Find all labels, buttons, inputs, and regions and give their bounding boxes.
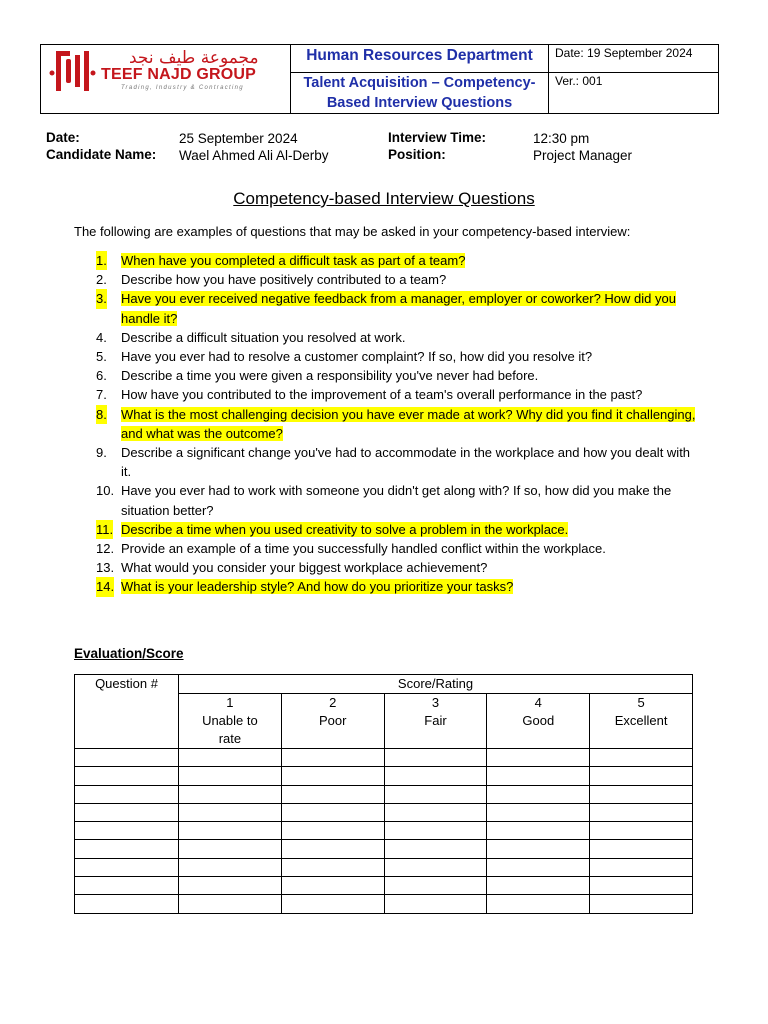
logo-english-text: TEEF NAJD GROUP [101, 66, 257, 83]
evaluation-heading: Evaluation/Score [74, 646, 184, 661]
question-number: 8. [96, 405, 107, 424]
question-text: Provide an example of a time you successfully handled conflict within the workplace. [121, 541, 606, 557]
score-cell[interactable] [590, 895, 693, 913]
score-cell[interactable] [487, 767, 590, 785]
question-number-cell[interactable] [75, 803, 179, 821]
document-subject [291, 73, 549, 114]
score-cell[interactable] [590, 858, 693, 876]
score-cell[interactable] [179, 840, 282, 858]
interview-time-label: Interview Time: [388, 130, 487, 145]
question-number: 10. [96, 483, 115, 499]
question-text: Have you ever received negative feedback from a manager, employer or coworker? How did you handle it? [121, 291, 676, 326]
score-cell[interactable] [590, 877, 693, 895]
rating-label: Good [522, 713, 555, 728]
score-cell[interactable] [487, 749, 590, 767]
question-text: What is the most challenging decision you have ever made at work? Why did you find it challenging, and what was the outcome? [121, 406, 696, 441]
question-text: What is your leadership style? And how do you prioritize your tasks? [121, 579, 514, 595]
score-cell[interactable] [281, 822, 384, 840]
score-cell[interactable] [590, 822, 693, 840]
score-cell[interactable] [487, 895, 590, 913]
question-item [96, 558, 696, 577]
question-text: Describe a time you were given a responsibility you've never had before. [121, 368, 539, 384]
rating-label: Excellent [614, 713, 668, 728]
score-cell[interactable] [179, 767, 282, 785]
score-cell[interactable] [281, 785, 384, 803]
question-number-cell[interactable] [75, 767, 179, 785]
score-cell[interactable] [487, 858, 590, 876]
score-cell[interactable] [384, 822, 487, 840]
rating-header-4 [487, 694, 590, 749]
question-number: 1. [96, 251, 107, 270]
score-row [75, 858, 693, 876]
position-value: Project Manager [533, 148, 633, 163]
question-number: 12. [96, 541, 115, 557]
question-number: 7. [96, 387, 107, 403]
score-cell[interactable] [384, 858, 487, 876]
subject-line-2: Based Interview Questions [326, 95, 513, 111]
rating-label: Unable to rate [202, 713, 258, 746]
question-text: When have you completed a difficult task as part of a team? [121, 253, 466, 268]
score-cell[interactable] [281, 895, 384, 913]
question-list [96, 251, 696, 597]
score-cell[interactable] [590, 749, 693, 767]
rating-number: 4 [534, 695, 542, 710]
score-cell[interactable] [179, 858, 282, 876]
document-version: Ver.: 001 [549, 73, 719, 114]
question-item [96, 366, 696, 385]
score-cell[interactable] [384, 877, 487, 895]
score-cell[interactable] [384, 749, 487, 767]
score-cell[interactable] [281, 749, 384, 767]
score-cell[interactable] [487, 785, 590, 803]
score-cell[interactable] [179, 822, 282, 840]
document-header [40, 44, 719, 114]
score-row [75, 785, 693, 803]
score-table [74, 674, 693, 914]
question-number: 6. [96, 368, 107, 384]
question-number-cell[interactable] [75, 858, 179, 876]
question-item [96, 289, 696, 327]
subject-line-1: Talent Acquisition – Competency- [303, 75, 536, 91]
score-cell[interactable] [590, 767, 693, 785]
question-item [96, 385, 696, 404]
score-cell[interactable] [590, 803, 693, 821]
question-text: Have you ever had to resolve a customer complaint? If so, how did you resolve it? [121, 349, 593, 365]
question-text: Have you ever had to work with someone you didn't get along with? If so, how did you make the situation better? [121, 483, 672, 518]
teef-najd-logo-icon [48, 49, 96, 95]
question-item [96, 405, 696, 443]
date-value: 25 September 2024 [179, 131, 298, 146]
question-text: How have you contributed to the improvement of a team's overall performance in the past? [121, 387, 643, 403]
question-number: 14. [96, 577, 114, 596]
rating-header-1 [179, 694, 282, 749]
score-row [75, 767, 693, 785]
score-row [75, 840, 693, 858]
question-item [96, 443, 696, 481]
question-text: Describe a time when you used creativity to solve a problem in the workplace. [121, 521, 569, 537]
question-item [96, 539, 696, 558]
score-row [75, 803, 693, 821]
question-number: 3. [96, 289, 107, 308]
logo-arabic-text: مجموعة طيف نجد [129, 48, 259, 68]
question-text: What would you consider your biggest workplace achievement? [121, 560, 488, 576]
question-number-cell[interactable] [75, 840, 179, 858]
department-title: Human Resources Department [291, 45, 549, 73]
question-item [96, 328, 696, 347]
question-column-header: Question # [75, 675, 179, 749]
score-row [75, 895, 693, 913]
score-row [75, 877, 693, 895]
candidate-name-label: Candidate Name: [46, 147, 157, 162]
question-number: 11. [96, 520, 113, 539]
rating-header-2 [281, 694, 384, 749]
rating-label: Poor [318, 713, 347, 728]
date-label: Date: [46, 130, 80, 145]
rating-header-5 [590, 694, 693, 749]
score-cell[interactable] [384, 895, 487, 913]
question-number: 2. [96, 272, 107, 288]
rating-label: Fair [424, 713, 447, 728]
question-text: Describe how you have positively contributed to a team? [121, 272, 447, 288]
question-item [96, 251, 696, 270]
question-item [96, 481, 696, 519]
question-item [96, 520, 696, 539]
score-cell[interactable] [179, 877, 282, 895]
question-number: 9. [96, 445, 107, 461]
document-date: Date: 19 September 2024 [549, 45, 719, 73]
question-item [96, 577, 696, 596]
question-number-cell[interactable] [75, 785, 179, 803]
score-cell[interactable] [487, 803, 590, 821]
question-number-cell[interactable] [75, 895, 179, 913]
question-number-cell[interactable] [75, 822, 179, 840]
score-cell[interactable] [384, 767, 487, 785]
question-number: 5. [96, 349, 107, 365]
score-rating-header: Score/Rating [179, 675, 693, 694]
score-cell[interactable] [281, 767, 384, 785]
score-cell[interactable] [179, 803, 282, 821]
question-number-cell[interactable] [75, 877, 179, 895]
position-label: Position: [388, 147, 446, 162]
rating-header-3 [384, 694, 487, 749]
question-item [96, 347, 696, 366]
question-text: Describe a difficult situation you resolved at work. [121, 329, 406, 345]
score-cell[interactable] [281, 840, 384, 858]
score-cell[interactable] [590, 785, 693, 803]
score-cell[interactable] [281, 803, 384, 821]
rating-number: 3 [431, 695, 440, 710]
score-row [75, 749, 693, 767]
score-cell[interactable] [487, 822, 590, 840]
interview-time-value: 12:30 pm [533, 131, 590, 146]
question-number-cell[interactable] [75, 749, 179, 767]
logo-tagline: Trading, Industry & Contracting [121, 85, 244, 91]
score-row [75, 822, 693, 840]
company-logo [41, 45, 291, 114]
score-cell[interactable] [487, 877, 590, 895]
question-item [96, 270, 696, 289]
page-title: Competency-based Interview Questions [233, 189, 535, 208]
rating-number: 1 [226, 695, 234, 710]
rating-number: 5 [637, 695, 645, 710]
question-number: 4. [96, 329, 107, 345]
score-cell[interactable] [590, 840, 693, 858]
candidate-name-value: Wael Ahmed Ali Al-Derby [179, 148, 329, 163]
score-cell[interactable] [281, 858, 384, 876]
score-cell[interactable] [179, 749, 282, 767]
question-number: 13. [96, 560, 115, 576]
intro-text: The following are examples of questions that may be asked in your competency-based interview: [74, 224, 631, 239]
score-cell[interactable] [384, 840, 487, 858]
rating-number: 2 [329, 695, 337, 710]
score-cell[interactable] [179, 785, 282, 803]
score-cell[interactable] [384, 803, 487, 821]
score-cell[interactable] [384, 785, 487, 803]
score-cell[interactable] [179, 895, 282, 913]
question-text: Describe a significant change you've had to accommodate in the workplace and how you dealt with it. [121, 445, 691, 480]
score-cell[interactable] [281, 877, 384, 895]
score-cell[interactable] [487, 840, 590, 858]
